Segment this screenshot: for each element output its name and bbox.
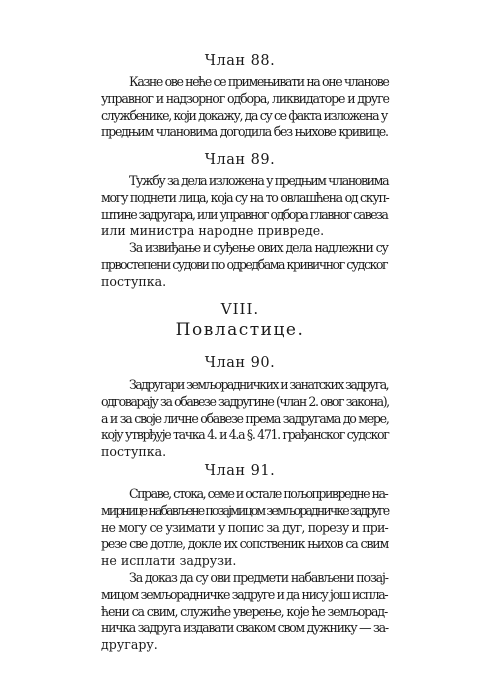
article-89-paragraph-1 [101,173,389,240]
text-line: коју утврђује тачка 4. и 4.а §. 471. грађанског судског [101,427,389,443]
text-line: могу поднети лица, која су на то овлашћена од скуп- [101,189,389,205]
text-line: првостепени судови по одредбама кривичног судског [101,256,388,272]
article-91-heading: Члан 91. [204,463,276,479]
article-88-heading: Члан 88. [204,53,276,69]
text-line: управног и надзорног одбора, ликвидаторе и друге [101,90,389,106]
text-line: поступка. [101,444,167,460]
text-line: другару. [101,637,158,653]
text-line: одговарају за обавезе задругине (члан 2. овог закона), [101,393,389,409]
text-line: службенике, који докажу, да су се факта изложена у [101,107,387,123]
text-line: Справе, стока, семе и остале пољопривредне на- [129,486,388,501]
text-line: Тужбу за дела изложена у предњим члановима [129,173,389,188]
chapter-number: VIII. [220,300,260,318]
text-line: не могу се узимати у попис за дуг, порезу и при- [101,519,388,535]
text-line: За извиђање и суђење ових дела надлежни су [129,240,388,255]
text-line: мирнице набављене позајмицом земљорадничке задруге [101,502,389,518]
text-line: ћени са свим, служиће уверење, које ће земљорад- [101,603,388,619]
article-91-paragraph-2 [101,570,389,654]
text-line: а и за своје личне обавезе према задругама до мере, [101,410,389,426]
article-90-text [101,377,389,461]
text-line: предњим члановима догодила без њихове кривице. [101,124,388,140]
chapter-title: Повластице. [175,320,305,340]
text-line: мицом земљорадничке задруге и да нису још испла- [101,586,388,602]
text-line: или министра народне привреде. [101,223,325,239]
article-89-heading: Члан 89. [204,152,276,168]
text-line: За доказ да су ови предмети набављени позај- [129,570,388,585]
article-91-paragraph-1 [101,486,389,570]
text-line: ничка задруга издавати сваком свом дужнику — за- [101,620,388,636]
text-line: не исплати задрузи. [101,553,237,569]
text-line: резе све дотле, докле их сопственик њихов са свим [101,536,389,552]
text-line: Задругари земљорадничких и занатских задруга, [129,377,389,392]
article-88-text [101,74,389,141]
article-89-paragraph-2 [101,240,389,290]
text-line: поступка. [101,273,167,289]
text-line: штине задругара, или управног одбора главног савеза [101,206,388,222]
article-90-heading: Члан 90. [204,355,276,371]
text-line: Казне ове неће се примењивати на оне чланове [129,74,389,89]
